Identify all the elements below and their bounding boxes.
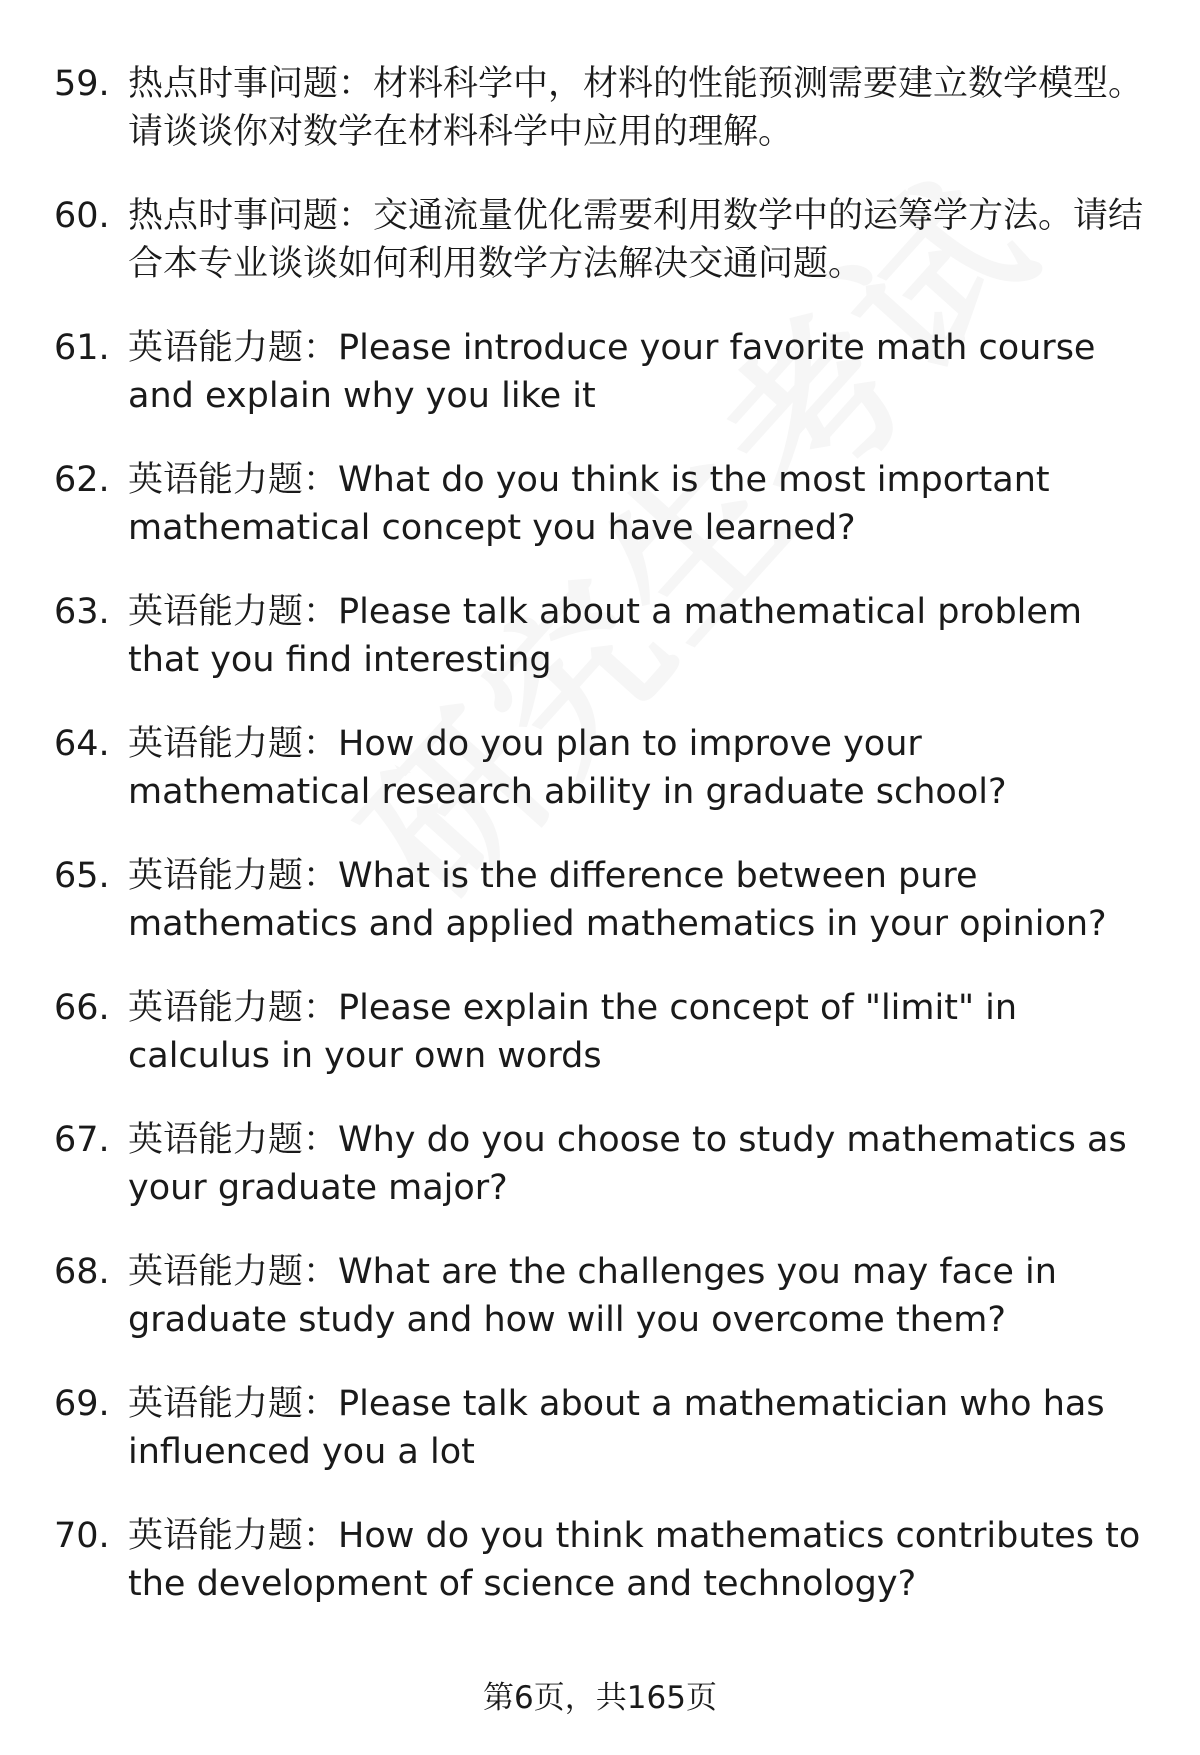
question-text: 英语能力题：Please talk about a mathematician who has influenced you a lot (128, 1384, 1105, 1472)
question-number: 59. (54, 64, 110, 104)
question-text: 英语能力题：How do you think mathematics contributes to the development of science and technology? (128, 1516, 1141, 1604)
question-number: 66. (54, 988, 110, 1028)
question-text: 英语能力题：Why do you choose to study mathematics as your graduate major? (128, 1120, 1127, 1208)
question-item (54, 1116, 1164, 1248)
question-item (54, 456, 1164, 588)
question-list (54, 60, 1164, 1644)
question-text: 热点时事问题：交通流量优化需要利用数学中的运筹学方法。请结合本专业谈谈如何利用数学方法解决交通问题。 (128, 196, 1144, 284)
page-footer (0, 1678, 1200, 1718)
question-number: 67. (54, 1120, 110, 1160)
question-number: 69. (54, 1384, 110, 1424)
question-text: 英语能力题：What do you think is the most important mathematical concept you have learned? (128, 460, 1050, 548)
question-item (54, 1512, 1164, 1644)
question-text: 英语能力题：Please talk about a mathematical problem that you find interesting (128, 592, 1083, 680)
question-number: 63. (54, 592, 110, 632)
question-number: 64. (54, 724, 110, 764)
question-item (54, 984, 1164, 1116)
question-number: 70. (54, 1516, 110, 1556)
question-text: 英语能力题：What is the difference between pure mathematics and applied mathematics in your opinion? (128, 856, 1107, 944)
question-text: 英语能力题：Please introduce your favorite math course and explain why you like it (128, 328, 1096, 416)
question-number: 62. (54, 460, 110, 500)
question-number: 65. (54, 856, 110, 896)
question-text: 英语能力题：What are the challenges you may face in graduate study and how will you overcome them? (128, 1252, 1057, 1340)
question-number: 61. (54, 328, 110, 368)
question-item (54, 588, 1164, 720)
question-item (54, 192, 1164, 324)
question-text: 英语能力题：How do you plan to improve your mathematical research ability in graduate school? (128, 724, 1007, 812)
question-text: 热点时事问题：材料科学中，材料的性能预测需要建立数学模型。请谈谈你对数学在材料科学中应用的理解。 (128, 64, 1144, 152)
question-item (54, 60, 1164, 192)
question-number: 60. (54, 196, 110, 236)
question-text: 英语能力题：Please explain the concept of "limit" in calculus in your own words (128, 988, 1018, 1076)
question-item (54, 720, 1164, 852)
question-number: 68. (54, 1252, 110, 1292)
question-item (54, 1248, 1164, 1380)
question-item (54, 852, 1164, 984)
question-item (54, 1380, 1164, 1512)
page-number-label: 第6页，共165页 (483, 1680, 717, 1716)
question-item (54, 324, 1164, 456)
